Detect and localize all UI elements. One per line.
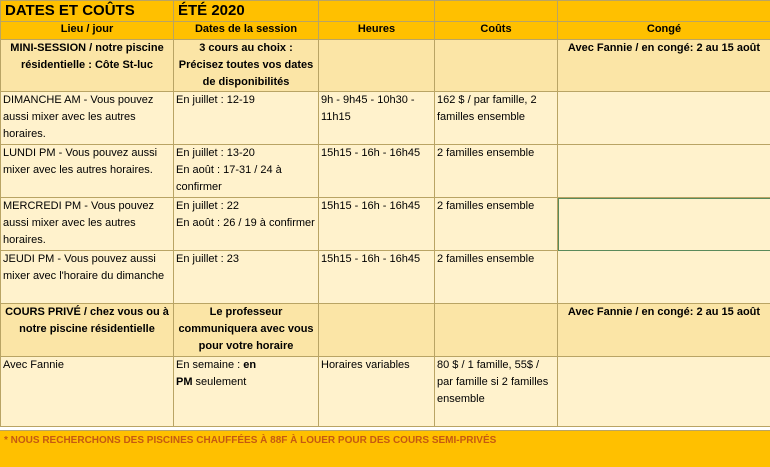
prive-dates-cell[interactable]: Le professeur communiquera avec vous pour votre horaire [174, 304, 319, 357]
title-cell[interactable]: DATES ET COÛTS [1, 1, 174, 22]
dates-line: En août : 17-31 / 24 à confirmer [176, 162, 316, 196]
lieu-cell[interactable]: DIMANCHE AM - Vous pouvez aussi mixer avec les autres horaires. [1, 92, 174, 145]
prive-heures-cell[interactable] [319, 304, 435, 357]
couts-cell[interactable]: 2 familles ensemble [435, 145, 558, 198]
header-dates[interactable]: Dates de la session [174, 22, 319, 40]
dates-line: En juillet : 23 [176, 251, 316, 268]
title-empty-cell[interactable] [435, 1, 558, 22]
header-heures[interactable]: Heures [319, 22, 435, 40]
table-row [1, 251, 770, 304]
header-row [1, 22, 770, 40]
fannie-conge-cell[interactable] [558, 357, 770, 427]
table-row [1, 145, 770, 198]
conge-cell[interactable] [558, 251, 770, 304]
conge-cell[interactable] [558, 145, 770, 198]
prive-conge-cell[interactable]: Avec Fannie / en congé: 2 au 15 août [558, 304, 770, 357]
lieu-cell[interactable]: JEUDI PM - Vous pouvez aussi mixer avec l'horaire du dimanche [1, 251, 174, 304]
heures-cell[interactable]: 15h15 - 16h - 16h45 [319, 145, 435, 198]
fannie-lieu-cell[interactable]: Avec Fannie [1, 357, 174, 427]
heures-cell[interactable]: 15h15 - 16h - 16h45 [319, 198, 435, 251]
header-conge[interactable]: Congé [558, 22, 770, 40]
dates-bold-en: en [243, 359, 256, 371]
dates-bold-pm: PM [176, 376, 193, 388]
footer-note[interactable]: * NOUS RECHERCHONS DES PISCINES CHAUFFÉES À 88F À LOUER POUR DES COURS SEMI-PRIVÉS [4, 435, 496, 446]
dates-line: En août : 26 / 19 à confirmer [176, 215, 316, 232]
header-lieu[interactable]: Lieu / jour [1, 22, 174, 40]
couts-cell[interactable]: 2 familles ensemble [435, 251, 558, 304]
title-empty-cell[interactable] [558, 1, 770, 22]
dates-cell[interactable] [174, 145, 319, 198]
selected-cell[interactable] [558, 198, 770, 251]
fannie-heures-cell[interactable]: Horaires variables [319, 357, 435, 427]
footer-row [0, 430, 770, 467]
heures-cell[interactable]: 15h15 - 16h - 16h45 [319, 251, 435, 304]
season-cell[interactable]: ÉTÉ 2020 [174, 1, 319, 22]
mini-dates-cell[interactable]: 3 cours au choix : Précisez toutes vos dates de disponibilités [174, 40, 319, 92]
prive-couts-cell[interactable] [435, 304, 558, 357]
dates-line: En juillet : 13-20 [176, 145, 316, 162]
dates-cell[interactable] [174, 251, 319, 304]
mini-couts-cell[interactable] [435, 40, 558, 92]
dates-line: En juillet : 12-19 [176, 92, 316, 109]
lieu-cell[interactable]: MERCREDI PM - Vous pouvez aussi mixer avec les autres horaires. [1, 198, 174, 251]
heures-cell[interactable]: 9h - 9h45 - 10h30 - 11h15 [319, 92, 435, 145]
prive-row [1, 304, 770, 357]
fannie-couts-cell[interactable]: 80 $ / 1 famille, 55$ / par famille si 2 familles ensemble [435, 357, 558, 427]
mini-lieu-cell[interactable]: MINI-SESSION / notre piscine résidentielle : Côte St-luc [1, 40, 174, 92]
table-row [1, 198, 770, 251]
dates-suffix: seulement [193, 376, 247, 388]
lieu-cell[interactable]: LUNDI PM - Vous pouvez aussi mixer avec les autres horaires. [1, 145, 174, 198]
couts-cell[interactable]: 162 $ / par famille, 2 familles ensemble [435, 92, 558, 145]
table-row [1, 92, 770, 145]
dates-cell[interactable] [174, 198, 319, 251]
dates-cell[interactable] [174, 92, 319, 145]
table-row [1, 357, 770, 427]
fannie-dates-cell[interactable] [174, 357, 319, 427]
title-empty-cell[interactable] [319, 1, 435, 22]
mini-conge-cell[interactable]: Avec Fannie / en congé: 2 au 15 août [558, 40, 770, 92]
couts-cell[interactable]: 2 familles ensemble [435, 198, 558, 251]
mini-session-row [1, 40, 770, 92]
title-row [1, 1, 770, 22]
dates-line: En juillet : 22 [176, 198, 316, 215]
header-couts[interactable]: Coûts [435, 22, 558, 40]
conge-cell[interactable] [558, 92, 770, 145]
dates-prefix: En semaine : [176, 359, 243, 371]
prive-lieu-cell[interactable]: COURS PRIVÉ / chez vous ou à notre piscine résidentielle [1, 304, 174, 357]
mini-heures-cell[interactable] [319, 40, 435, 92]
